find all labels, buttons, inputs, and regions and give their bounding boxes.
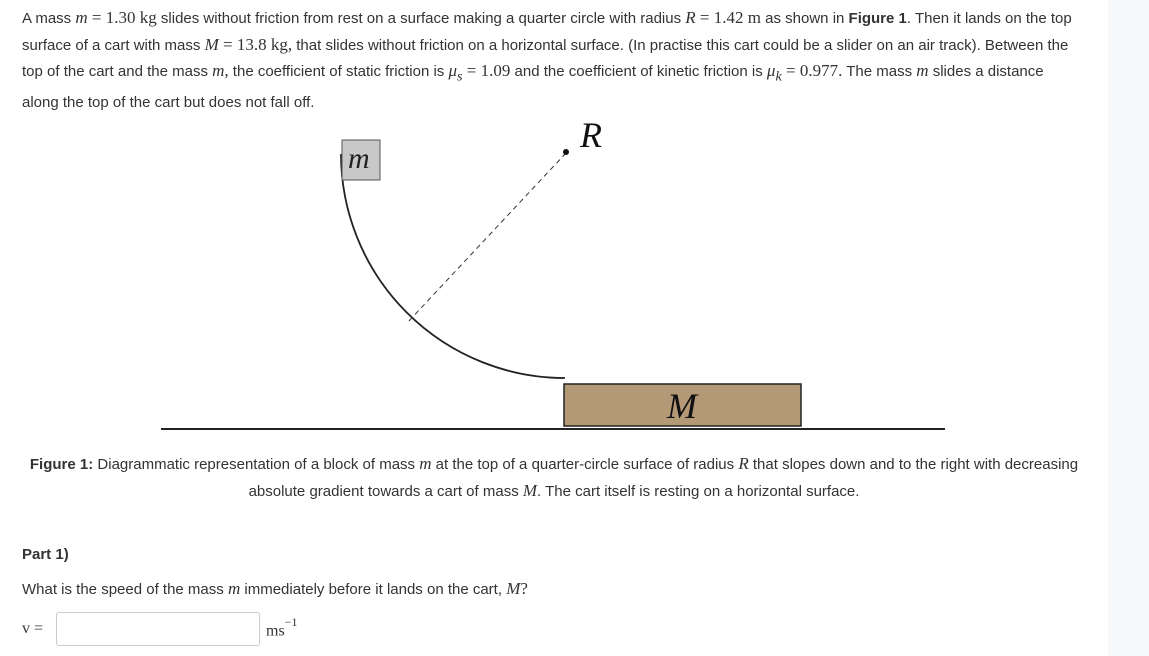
problem-text: The mass <box>842 63 917 80</box>
problem-text: and the coefficient of kinetic friction is <box>510 63 767 80</box>
center-point <box>563 149 569 155</box>
part-title: Part 1) <box>22 546 69 563</box>
mass-symbol: m <box>916 61 929 80</box>
radius-symbol: R <box>685 8 696 27</box>
problem-text: . Then it lands on the top surface of a cart with mass <box>22 10 1072 54</box>
mass-symbol: m, <box>212 61 229 80</box>
caption-label: Figure 1: <box>29 456 94 473</box>
kinetic-friction-symbol: $\mu_k$ <box>766 61 782 85</box>
problem-text: as shown in <box>760 10 849 27</box>
figure-reference: Figure 1 <box>848 10 907 27</box>
mass-symbol: m <box>419 454 432 473</box>
kinetic-friction-value: = 0.977. <box>781 61 843 80</box>
cart-label: M <box>667 386 697 426</box>
figure-1-diagram <box>0 110 1108 440</box>
problem-text: slides a distance along the top of the cart but does not fall off. <box>22 63 1044 111</box>
radius-value: = 1.42 m <box>695 8 761 27</box>
mass-symbol: m <box>75 8 88 27</box>
caption-text: that slopes down and to the right with decreasing absolute gradient towards a cart of mass <box>248 456 1079 500</box>
radius-line <box>407 153 566 323</box>
question-text: What is the speed of the mass m immediately before it lands on the cart, M? <box>22 579 528 598</box>
right-gutter <box>1108 0 1149 656</box>
mass-value: = 1.30 kg <box>87 8 157 27</box>
radius-symbol: R <box>738 454 749 473</box>
caption-text: Diagrammatic representation of a block of mass <box>93 456 420 473</box>
quarter-circle-track <box>341 154 565 378</box>
unit-label: $ms^{-1}$ <box>266 614 298 640</box>
cart-mass-symbol: M <box>522 480 538 500</box>
cart-mass-symbol: M <box>204 34 219 54</box>
caption-text: . The cart itself is resting on a horizontal surface. <box>537 482 860 500</box>
caption-text: at the top of a quarter-circle surface of radius <box>431 456 739 473</box>
problem-text: slides without friction from rest on a surface making a quarter circle with radius <box>156 10 686 27</box>
answer-row <box>22 612 297 646</box>
mass-block-label: m <box>348 142 370 175</box>
radius-label: R <box>580 115 602 155</box>
static-friction-value: = 1.09 <box>462 61 511 80</box>
problem-statement <box>22 5 1082 115</box>
cart-mass-value: = 13.8 kg, <box>218 34 293 54</box>
figure-caption <box>22 451 1086 504</box>
velocity-answer-input[interactable] <box>56 612 260 646</box>
problem-text: A mass <box>22 10 76 27</box>
problem-text: that slides without friction on a horizontal surface. (In practise this cart could be a slider on an air track). Between the top of the cart and the mass <box>22 36 1069 80</box>
static-friction-symbol: $\mu_s$ <box>448 61 463 85</box>
velocity-label: v = <box>22 620 44 637</box>
problem-text: the coefficient of static friction is <box>228 63 449 80</box>
